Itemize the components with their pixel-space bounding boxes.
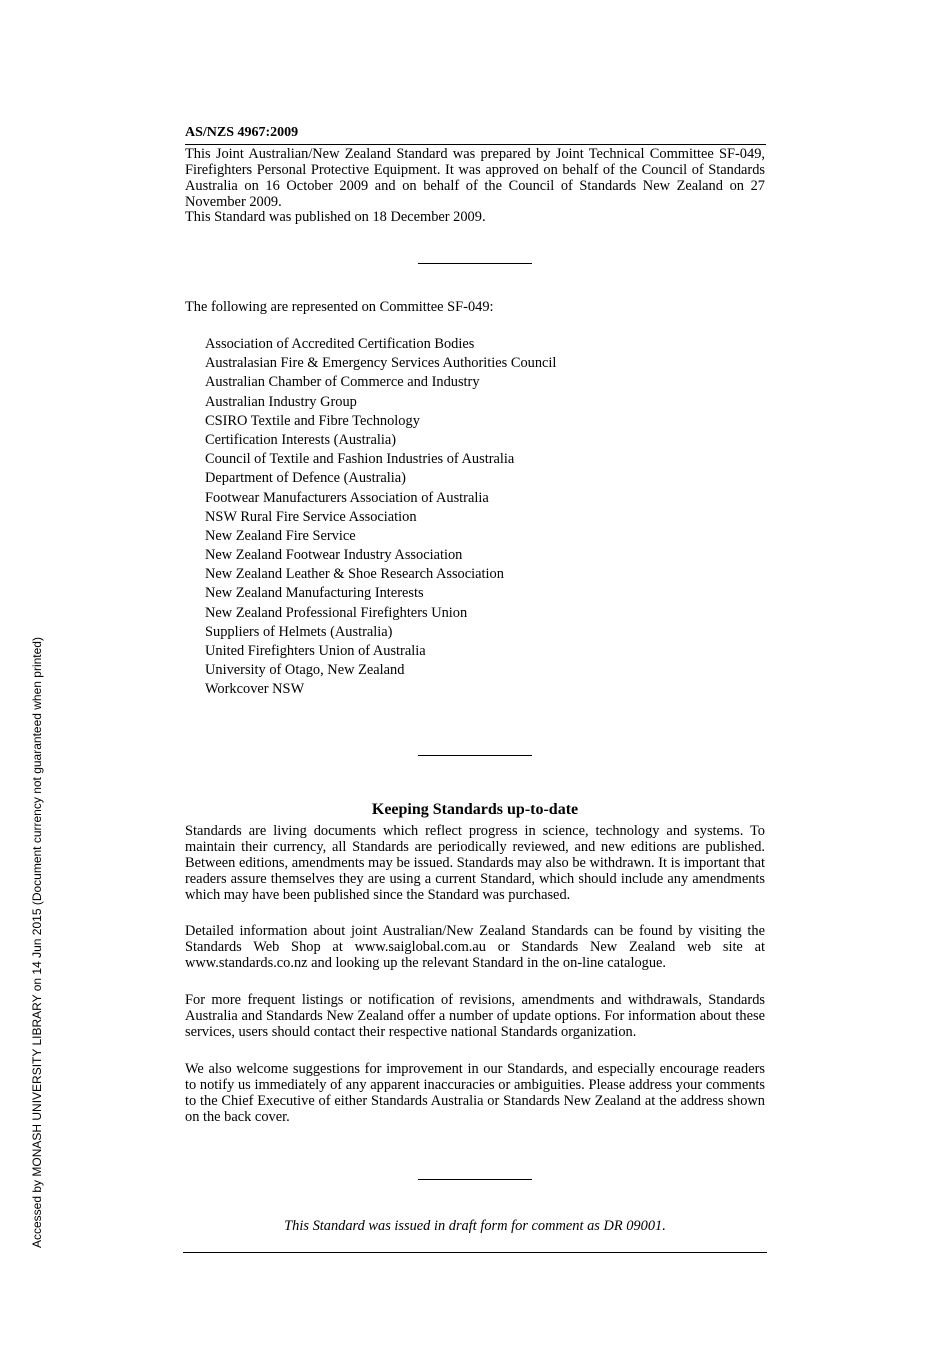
published-date-line: This Standard was published on 18 December 2009. bbox=[185, 209, 486, 225]
list-item: United Firefighters Union of Australia bbox=[205, 643, 426, 659]
committee-intro: The following are represented on Committee SF-049: bbox=[185, 299, 494, 315]
list-item: Association of Accredited Certification Bodies bbox=[205, 336, 475, 352]
list-item: Suppliers of Helmets (Australia) bbox=[205, 623, 393, 640]
list-item: New Zealand Fire Service bbox=[205, 527, 356, 544]
list-item: Workcover NSW bbox=[205, 681, 305, 698]
list-item: Australasian Fire & Emergency Services Authorities Council bbox=[205, 355, 557, 372]
list-item: University of Otago, New Zealand bbox=[205, 662, 405, 679]
list-item: CSIRO Textile and Fibre Technology bbox=[205, 412, 420, 429]
list-item: Council of Textile and Fashion Industries of Australia bbox=[205, 451, 515, 468]
body-paragraph: Detailed information about joint Australian/New Zealand Standards can be found by visiting the Standards Web Shop at www.saiglobal.com.au or Standards New Zealand web site at www.standards.co.nz and looking up the relevant Standard in the on-line catalogue. bbox=[185, 923, 765, 971]
list-item: New Zealand Footwear Industry Association bbox=[205, 547, 463, 564]
header-rule bbox=[185, 144, 766, 145]
draft-note: This Standard was issued in draft form for comment as DR 09001. bbox=[284, 1218, 666, 1234]
list-item: Footwear Manufacturers Association of Australia bbox=[205, 489, 489, 506]
body-paragraph: We also welcome suggestions for improvement in our Standards, and especially encourage readers to notify us immediately of any apparent inaccuracies or ambiguities. Please address your comments to the Chief Executive of either Standards Australia or Standards New Zealand at the address shown on the back cover. bbox=[185, 1061, 765, 1125]
list-item: New Zealand Leather & Shoe Research Association bbox=[205, 566, 504, 583]
list-item: Australian Industry Group bbox=[205, 393, 357, 410]
standard-identifier: AS/NZS 4967:2009 bbox=[185, 125, 299, 140]
body-paragraph: Standards are living documents which reflect progress in science, technology and systems. To maintain their currency, all Standards are periodically reviewed, and new editions are published. Between editions, amendments may be issued. Standards may also be withdrawn. It is important that readers assure themselves they are using a current Standard, which should include any amendments which may have been published since the Standard was purchased. bbox=[185, 823, 765, 903]
section-divider bbox=[418, 263, 532, 264]
list-item: Department of Defence (Australia) bbox=[205, 470, 406, 487]
list-item: New Zealand Professional Firefighters Union bbox=[205, 604, 468, 621]
section-heading: Keeping Standards up-to-date bbox=[371, 801, 579, 818]
section-divider bbox=[418, 1179, 532, 1180]
footer-rule bbox=[183, 1252, 767, 1253]
list-item: NSW Rural Fire Service Association bbox=[205, 508, 417, 525]
approval-paragraph: This Joint Australian/New Zealand Standard was prepared by Joint Technical Committee SF-049, Firefighters Personal Protective Equipment. It was approved on behalf of the Council of Standards Australia on 16 October 2009 and on behalf of the Council of Standards New Zealand on 27 November 2009. bbox=[185, 146, 765, 210]
list-item: Certification Interests (Australia) bbox=[205, 431, 397, 448]
body-paragraph: For more frequent listings or notification of revisions, amendments and withdrawals, Standards Australia and Standards New Zealand offer a number of update options. For information about these services, users should contact their respective national Standards organization. bbox=[185, 992, 765, 1040]
list-item: New Zealand Manufacturing Interests bbox=[205, 585, 424, 602]
section-divider bbox=[418, 755, 532, 756]
access-watermark: Accessed by MONASH UNIVERSITY LIBRARY on 14 Jun 2015 (Document currency not guaranteed when printed) bbox=[30, 637, 44, 1248]
list-item: Australian Chamber of Commerce and Industry bbox=[205, 374, 480, 391]
committee-member-list bbox=[205, 336, 556, 701]
